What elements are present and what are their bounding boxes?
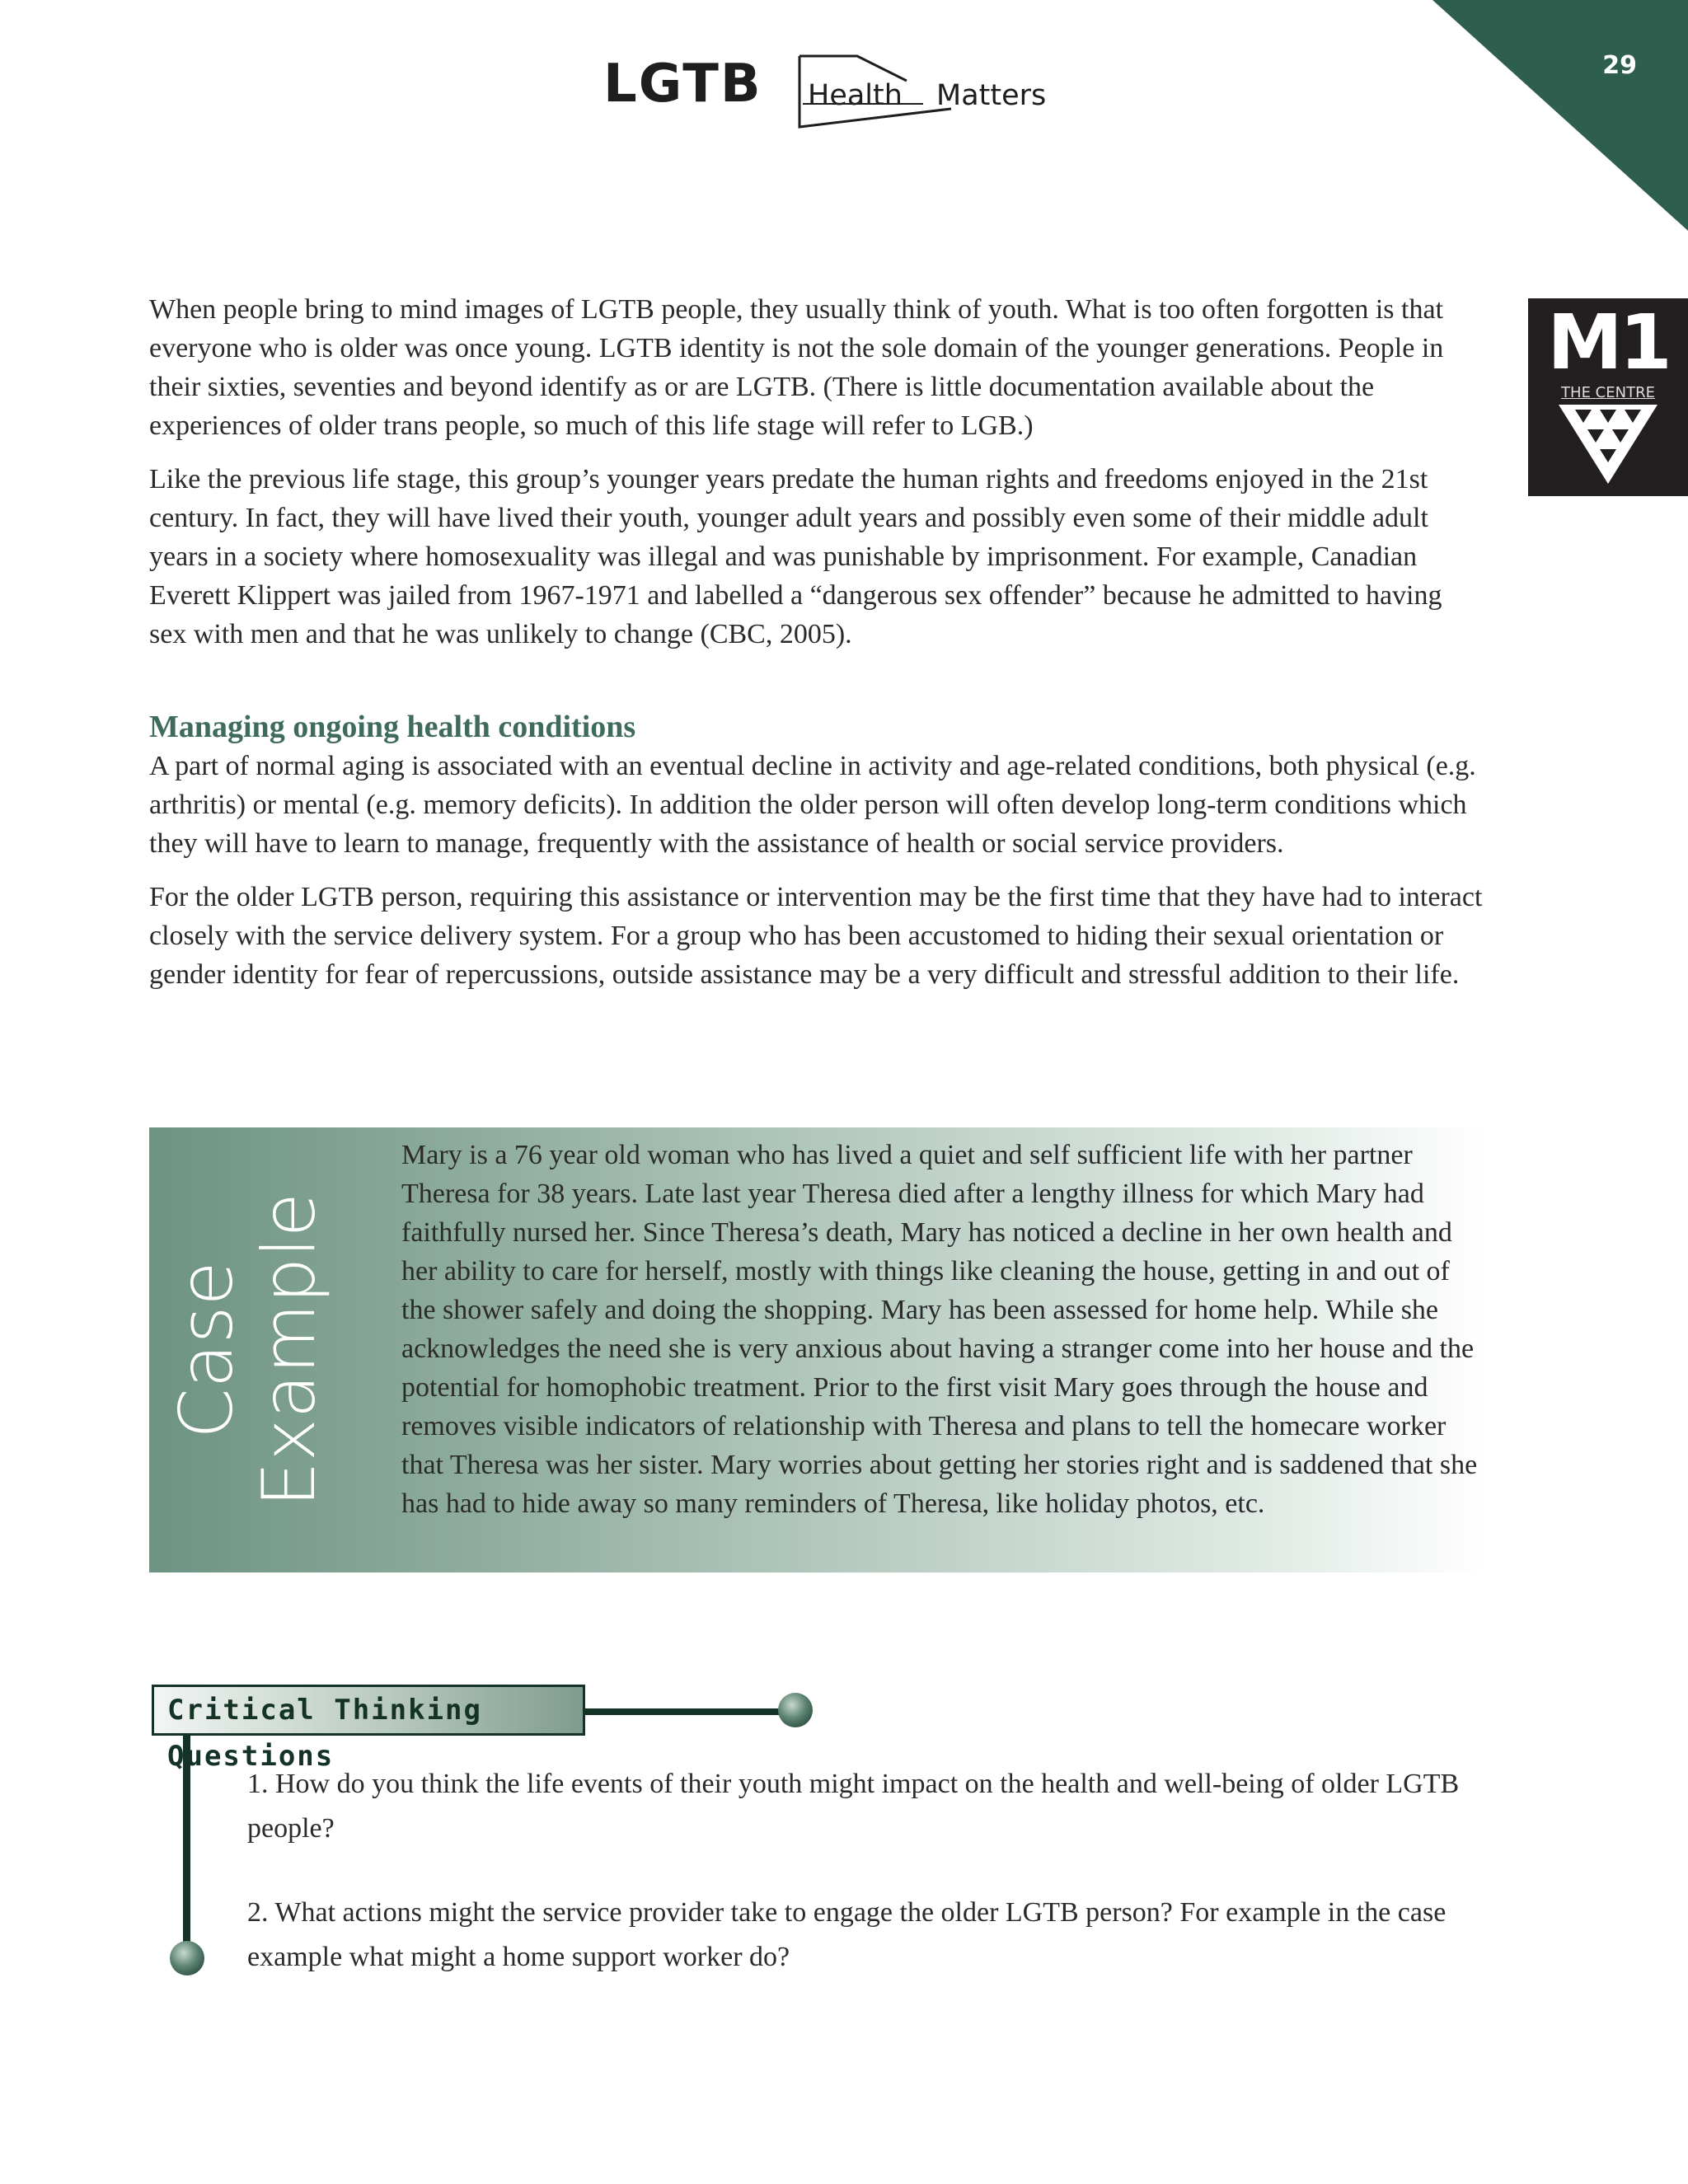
intro-paragraph-2: Like the previous life stage, this group’s younger years predate the human rights and freedoms enjoyed in the 21st century. In fact, they will have lived their youth, younger adult years and possibly even some of their middle adult years in a society where homosexuality was illegal and was punishable by imprisonment. For example, Canadian Everett Klippert was jailed from 1967-1971 and labelled a “dangerous sex offender” because he admitted to having sex with men and that he was unlikely to change (CBC, 2005). (149, 464, 1442, 649)
health-conditions-section (149, 707, 1484, 994)
case-example-label (166, 1169, 331, 1531)
page-number: 29 (1602, 51, 1637, 80)
critical-thinking-title: Critical Thinking Questions (152, 1685, 585, 1736)
case-example-text: Mary is a 76 year old woman who has lived a quiet and self sufficient life with her partner Theresa for 38 years. Late last year Theresa died after a lengthy illness for which Mary had faithfully nursed her. Since Theresa’s death, Mary has noticed a decline in her own health and her ability to care for herself, mostly with things like cleaning the house, getting in and out of the shower safely and doing the shopping. Mary has been assessed for home help. While she acknowledges the need she is very anxious about having a stranger come into her house and the potential for homophobic treatment. Prior to the first visit Mary goes through the house and removes visible indicators of relationship with Theresa and plans to tell the homecare worker that Theresa was her sister. Mary worries about getting her stories right and is saddened that she has had to hide away so many reminders of Theresa, like holiday photos, etc. (401, 1140, 1478, 1519)
question-1: 1. How do you think the life events of their youth might impact on the health and well-being of older LGTB people? (247, 1769, 1460, 1844)
logo-health: Health (808, 79, 903, 112)
questions-list (247, 1762, 1484, 2019)
section-paragraph-2: For the older LGTB person, requiring this assistance or intervention may be the first time that they have had to interact closely with the service delivery system. For a group who has been accustomed to hiding their sexual orientation or gender identity for fear of repercussions, outside assistance may be a very difficult and stressful addition to their life. (149, 882, 1483, 990)
section-paragraph-1: A part of normal aging is associated with an eventual decline in activity and age-related conditions, both physical (e.g. arthritis) or mental (e.g. memory deficits). In addition the older person will often develop long-term conditions which they will have to learn to manage, frequently with the assistance of health or social service providers. (149, 751, 1476, 859)
badge-subtitle: THE CENTRE (1561, 384, 1655, 401)
connector-line-horizontal (577, 1708, 798, 1715)
header-logo (603, 54, 1098, 129)
module-badge (1528, 298, 1688, 496)
corner-triangle (1432, 0, 1688, 231)
case-label-line-2: Example (246, 1193, 331, 1507)
logo-matters: Matters (936, 79, 1047, 112)
intro-paragraph-1: When people bring to mind images of LGTB people, they usually think of youth. What is too often forgotten is that everyone who is older was once young. LGTB identity is not the sole domain of the younger generations. People in their sixties, seventies and beyond identify as or are LGTB. (There is little documentation available about the experiences of older trans people, so much of this life stage will refer to LGB.) (149, 294, 1444, 441)
case-example-box (149, 1127, 1484, 1572)
intro-section (149, 290, 1484, 654)
case-label-line-1: Case (164, 1261, 249, 1439)
question-2: 2. What actions might the service provider take to engage the older LGTB person? For example in the case example what might a home support worker do? (247, 1897, 1447, 1972)
connector-knob-icon (778, 1693, 813, 1727)
badge-title: M1 (1547, 298, 1669, 387)
centre-logo-icon (1559, 405, 1658, 484)
connector-knob-icon (170, 1941, 204, 1975)
section-heading: Managing ongoing health conditions (149, 710, 636, 744)
logo-lgtb: LGTB (603, 54, 762, 115)
